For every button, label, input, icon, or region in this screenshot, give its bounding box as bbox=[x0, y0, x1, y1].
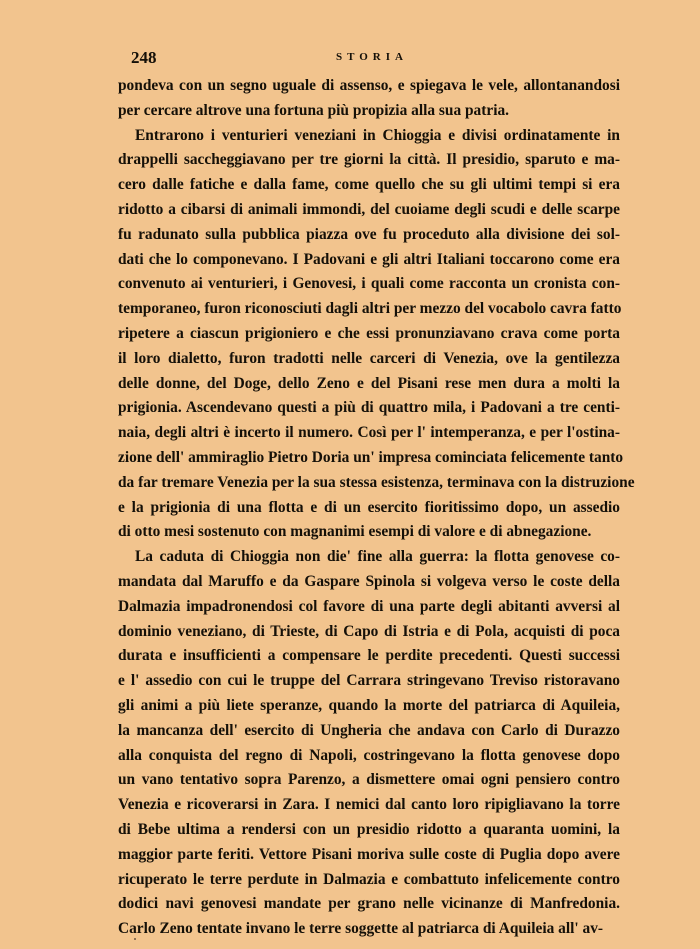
text-line: e la prigionia di una flotta e di un esercito fioritissimo dopo, un assedio bbox=[118, 498, 620, 516]
text-line: cero dalle fatiche e dalla fame, come quello che su gli ultimi tempi si era bbox=[118, 176, 620, 194]
page-number: 248 bbox=[131, 48, 157, 67]
text-line: ridotto a cibarsi di animali immondi, del cuoiame degli scudi e delle scarpe bbox=[118, 200, 620, 218]
text-line: convenuto ai venturieri, i Genovesi, i quali come racconta un cronista con- bbox=[118, 275, 620, 293]
text-line: mandata dal Maruffo e da Gaspare Spinola si volgeva verso le coste della bbox=[118, 572, 620, 590]
paper-speck bbox=[134, 938, 136, 940]
text-line: zione dell' ammiraglio Pietro Doria un' impresa cominciata felicemente tanto bbox=[118, 448, 624, 466]
text-line: temporaneo, furon riconosciuti dagli altri per mezzo del vocabolo cavra fatto bbox=[118, 300, 622, 318]
text-line: la mancanza dell' esercito di Ungheria che andava con Carlo di Durazzo bbox=[118, 721, 620, 739]
text-line: e l' assedio con cui le truppe del Carrara stringevano Treviso ristoravano bbox=[118, 672, 620, 690]
text-line: fu radunato sulla pubblica piazza ove fu proceduto alla divisione dei sol- bbox=[118, 225, 620, 243]
text-line: di Bebe ultima a rendersi con un presidio ridotto a quaranta uomini, la bbox=[118, 820, 620, 838]
text-line: dominio veneziano, di Trieste, di Capo di Istria e di Pola, acquisti di poca bbox=[118, 622, 620, 640]
text-line: di otto mesi sostenuto con magnanimi esempi di valore e di abnegazione. bbox=[118, 523, 592, 541]
text-line: delle donne, del Doge, dello Zeno e del Pisani rese men dura a molti la bbox=[118, 374, 620, 392]
text-line: per cercare altrove una fortuna più propizia alla sua patria. bbox=[118, 101, 510, 119]
text-line: gli animi a più liete speranze, quando la morte del patriarca di Aquileia, bbox=[118, 696, 620, 714]
text-line: Entrarono i venturieri veneziani in Chioggia e divisi ordinatamente in bbox=[135, 126, 620, 144]
text-line: pondeva con un segno uguale di assenso, e spiegava le vele, allontanandosi bbox=[118, 77, 620, 94]
text-line: Carlo Zeno tentate invano le terre soggette al patriarca di Aquileia all' av- bbox=[118, 920, 604, 938]
text-line: il loro dialetto, furon tradotti nelle carceri di Venezia, ove la gentilezza bbox=[118, 349, 620, 367]
text-line: prigionia. Ascendevano questi a più di quattro mila, i Padovani a tre centi- bbox=[118, 399, 620, 417]
text-line: da far tremare Venezia per la sua stessa esistenza, terminava con la distruzione bbox=[118, 473, 635, 491]
text-line: un vano tentativo sopra Parenzo, a dismettere omai ogni pensiero contro bbox=[118, 771, 620, 789]
text-line: ricuperato le terre perdute in Dalmazia e combattuto infelicemente contro bbox=[118, 870, 620, 888]
text-line: dati che lo componevano. I Padovani e gli altri Italiani toccarono come era bbox=[118, 250, 620, 268]
text-line: maggior parte feriti. Vettore Pisani moriva sulle coste di Puglia dopo avere bbox=[118, 845, 620, 863]
text-line: durata e insufficienti a compensare le perdite precedenti. Questi successi bbox=[118, 647, 620, 665]
text-line: naia, degli altri è incerto il numero. Così per l' intemperanza, e per l'ostina- bbox=[118, 424, 620, 442]
running-head: STORIA bbox=[336, 51, 408, 63]
text-line: dodici navi genovesi mandate per grano nelle vicinanze di Manfredonia. bbox=[118, 895, 620, 913]
text-line: Dalmazia impadronendosi col favore di una parte degli abitanti avversi al bbox=[118, 597, 620, 615]
text-line: La caduta di Chioggia non die' fine alla guerra: la flotta genovese co- bbox=[135, 548, 620, 566]
text-line: Venezia e ricoverarsi in Zara. I nemici dal canto loro ripigliavano la torre bbox=[118, 796, 620, 814]
body-text bbox=[118, 74, 635, 942]
text-line: alla conquista del regno di Napoli, costringevano la flotta genovese dopo bbox=[118, 746, 620, 764]
text-line: ripetere a ciascun prigioniero e che essi pronunziavano crava come porta bbox=[118, 324, 620, 342]
text-line: drappelli saccheggiavano per tre giorni la città. Il presidio, sparuto e ma- bbox=[118, 151, 620, 169]
